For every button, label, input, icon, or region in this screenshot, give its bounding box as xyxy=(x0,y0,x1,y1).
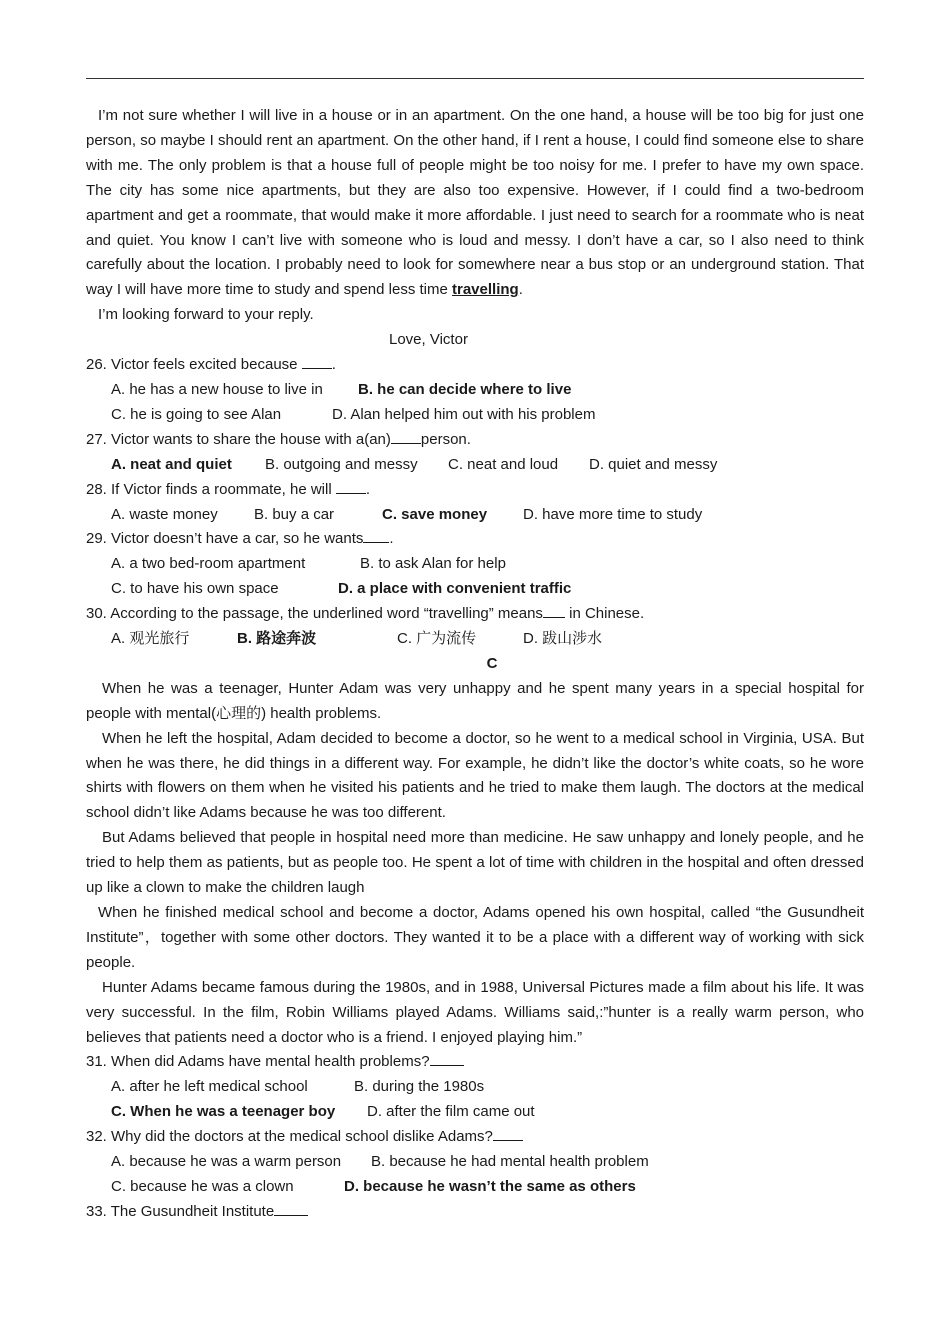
answer-option-b: B. outgoing and messy xyxy=(265,455,418,473)
answer-option-b: B. to ask Alan for help xyxy=(360,555,506,573)
answer-options-row xyxy=(86,1100,864,1125)
letter-signature: Love, Victor xyxy=(389,331,468,349)
answer-options-row xyxy=(86,552,864,577)
answer-options-row xyxy=(86,577,864,602)
answer-blank xyxy=(302,354,332,369)
answer-option-d: D. 跋山涉水 xyxy=(523,630,603,648)
answer-options-row xyxy=(86,1075,864,1100)
answer-option-b: B. during the 1980s xyxy=(354,1078,485,1096)
answer-option-d: D. after the film came out xyxy=(367,1103,535,1121)
question-stem: 28. If Victor finds a roommate, he will . xyxy=(86,480,371,498)
answer-option-d: D. quiet and messy xyxy=(589,455,718,473)
questions-section-b xyxy=(86,353,864,652)
answer-option-a: A. after he left medical school xyxy=(111,1078,308,1096)
answer-blank xyxy=(543,603,565,618)
answer-option-a: A. a two bed-room apartment xyxy=(111,555,306,573)
answer-option-c: C. When he was a teenager boy xyxy=(111,1103,336,1121)
answer-blank xyxy=(336,479,366,494)
answer-option-c: C. he is going to see Alan xyxy=(111,405,282,423)
answer-option-a: A. he has a new house to live in xyxy=(111,380,323,398)
question-stem: 27. Victor wants to share the house with a(an) person. xyxy=(86,430,471,448)
answer-blank xyxy=(493,1126,523,1141)
passage-b-paragraph-1: I’m not sure whether I will live in a house or in an apartment. On the one hand, a house will be too big for just one person, so maybe I should rent an apartment. On the other hand, if I rent a house, I could find someone else to share with me. The only problem is that a house full of people might be too noisy for me. I prefer to have my own space. The city has some nice apartments, but they are also too expensive. However, if I could find a two-bedroom apartment and get a roommate, that would make it more affordable. I just need to search for a roommate who is neat and quiet. You know I can’t live with someone who is loud and messy. I don’t have a car, so I also need to think carefully about the location. I probably need to look for somewhere near a bus stop or an underground station. That way I will have more time to study and spend less time travelling. xyxy=(86,107,864,299)
answer-options-row xyxy=(86,627,864,652)
answer-blank xyxy=(391,429,421,444)
answer-option-d: D. a place with convenient traffic xyxy=(338,580,572,598)
answer-option-d: D. because he wasn’t the same as others xyxy=(344,1177,636,1195)
answer-option-b: B. 路途奔波 xyxy=(237,630,317,648)
passage-c-paragraph: When he finished medical school and become a doctor, Adams opened his own hospital, called “the Gusundheit Institute”，together with some other doctors. They wanted it to be a place with a different way of working with sick people. xyxy=(86,904,864,971)
passage-b-paragraph-2: I’m looking forward to your reply. xyxy=(98,306,314,324)
answer-option-b: B. he can decide where to live xyxy=(358,380,572,398)
answer-option-d: D. Alan helped him out with his problem xyxy=(332,405,596,423)
answer-option-d: D. have more time to study xyxy=(523,505,703,523)
questions-section-c xyxy=(86,1050,864,1224)
document-body xyxy=(86,104,864,1225)
answer-options-row xyxy=(86,1175,864,1200)
passage-b-paragraph-1-text: I’m not sure whether I will live in a house or in an apartment. On the one hand, a house will be too big for just one person, so maybe I should rent an apartment. On the other hand, if I rent a house, I could find someone else to share with me. The only problem is that a house full of people might be too noisy for me. I prefer to have my own space. The city has some nice apartments, but they are also too expensive. However, if I could find a two-bedroom apartment and get a roommate, that would make it more affordable. I just need to search for a roommate who is neat and quiet. You know I can’t live with someone who is loud and messy. I don’t have a car, so I also need to think carefully about the location. I probably need to look for somewhere near a bus stop or an underground station. That way I will have more time to study and spend less time xyxy=(86,107,864,299)
answer-option-c: C. neat and loud xyxy=(448,455,559,473)
question-stem: 29. Victor doesn’t have a car, so he wants . xyxy=(86,530,394,548)
answer-option-a: A. neat and quiet xyxy=(111,455,232,473)
question-stem: 33. The Gusundheit Institute xyxy=(86,1200,864,1225)
answer-options-row xyxy=(86,1150,864,1175)
answer-option-a: A. 观光旅行 xyxy=(111,630,190,648)
answer-option-a: A. because he was a warm person xyxy=(111,1153,342,1171)
answer-blank xyxy=(274,1201,308,1216)
answer-option-c: C. because he was a clown xyxy=(111,1177,294,1195)
passage-c-paragraph: But Adams believed that people in hospital need more than medicine. He saw unhappy and lonely people, and he tried to help them as patients, but as people too. He spent a lot of time with children in the hospital and often dressed up like a clown to make the children laugh xyxy=(86,829,864,897)
answer-options-row xyxy=(86,453,864,478)
passage-c-paragraph: Hunter Adams became famous during the 1980s, and in 1988, Universal Pictures made a film about his life. It was very successful. In the film, Robin Williams played Adams. Williams said,:”hunter is a really warm person, who believes that patients need a doctor who is a friend. I enjoyed playing him.” xyxy=(86,978,864,1046)
section-c-heading: C xyxy=(486,654,498,672)
question-stem: 30. According to the passage, the underlined word “travelling” means in Chinese. xyxy=(86,605,645,623)
answer-blank xyxy=(363,528,389,543)
answer-options-row xyxy=(86,378,864,403)
header-rule xyxy=(86,78,864,79)
answer-option-c: C. 广为流传 xyxy=(397,630,477,648)
answer-options-row xyxy=(86,503,864,528)
underlined-word-travelling: travelling xyxy=(452,281,519,299)
answer-options-row xyxy=(86,403,864,428)
answer-option-b: B. because he had mental health problem xyxy=(371,1153,649,1171)
answer-option-c: C. save money xyxy=(382,505,488,523)
question-stem: 31. When did Adams have mental health problems? xyxy=(86,1050,864,1075)
answer-blank xyxy=(430,1051,464,1066)
answer-option-b: B. buy a car xyxy=(254,505,335,523)
question-stem: 26. Victor feels excited because . xyxy=(86,356,336,374)
question-stem: 32. Why did the doctors at the medical school dislike Adams? xyxy=(86,1125,864,1150)
answer-option-a: A. waste money xyxy=(111,505,218,523)
answer-option-c: C. to have his own space xyxy=(111,580,279,598)
passage-c-paragraph: When he was a teenager, Hunter Adam was very unhappy and he spent many years in a special hospital for people with mental(心理的) health problems. xyxy=(86,679,864,722)
passage-c-paragraph: When he left the hospital, Adam decided to become a doctor, so he went to a medical school in Virginia, USA. But when he was there, he did things in a different way. For example, he didn’t like the doctor’s white coats, so he wore shirts with flowers on them when he visited his patients and he tried to make them laugh. The doctors at the medical school didn’t like Adams because he was too different. xyxy=(86,729,864,822)
